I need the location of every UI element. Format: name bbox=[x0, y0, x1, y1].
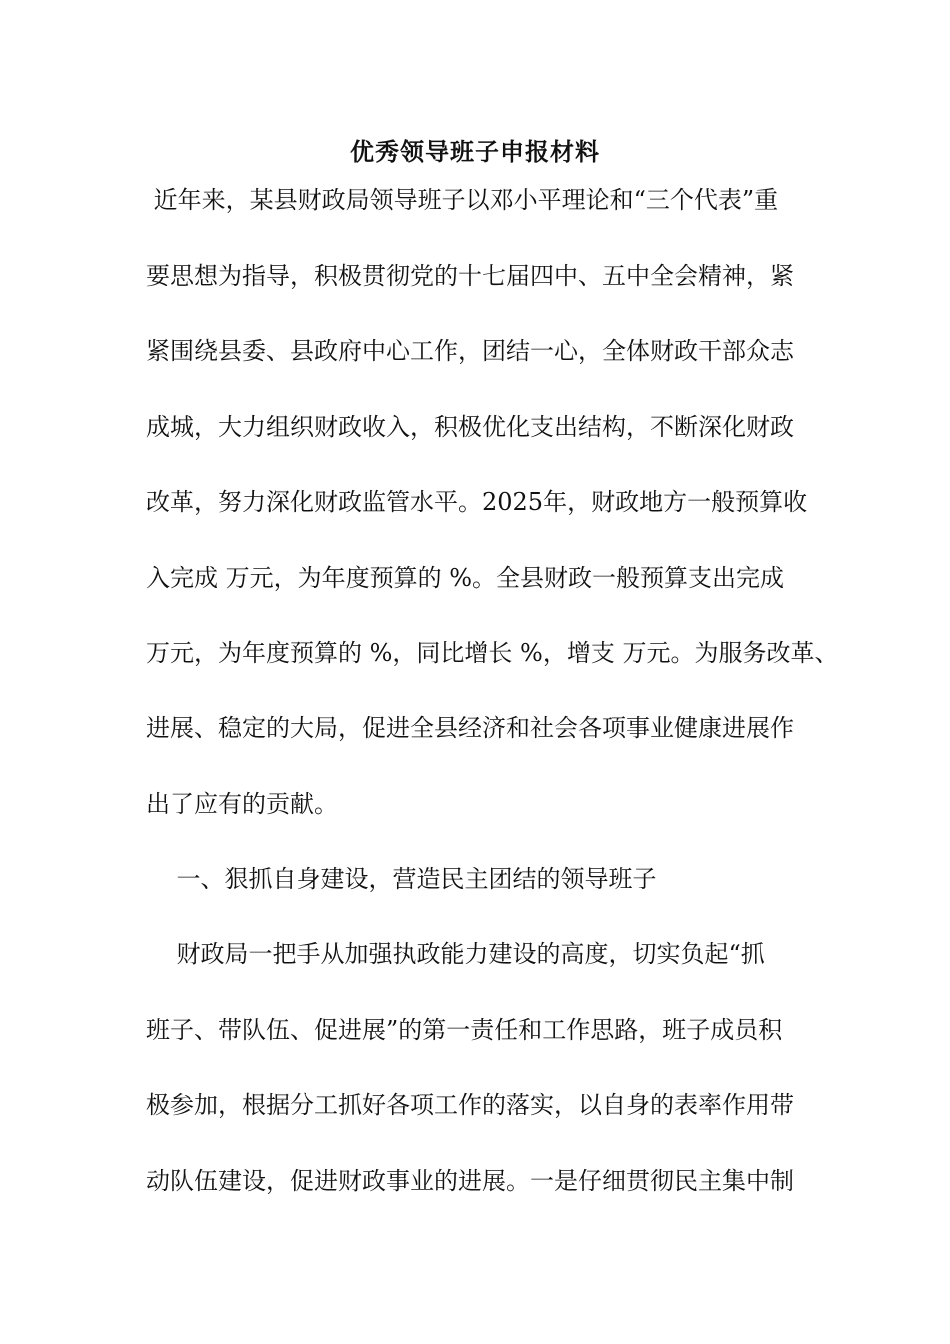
body-line-1: 近年来，某县财政局领导班子以邓小平理论和“三个代表”重 bbox=[146, 186, 779, 214]
body-line-12: 班子、带队伍、促进展”的第一责任和工作思路，班子成员积 bbox=[146, 1016, 783, 1044]
body-line-5: 改革，努力深化财政监管水平。2025年，财政地方一般预算收 bbox=[146, 488, 808, 516]
body-line-4: 成城，大力组织财政收入，积极优化支出结构，不断深化财政 bbox=[146, 413, 794, 441]
section-heading-1: 一、狠抓自身建设，营造民主团结的领导班子 bbox=[146, 865, 657, 893]
body-line-8: 进展、稳定的大局，促进全县经济和社会各项事业健康进展作 bbox=[146, 714, 794, 742]
document-title: 优秀领导班子申报材料 bbox=[350, 137, 600, 166]
body-line-6: 入完成 万元，为年度预算的 %。全县财政一般预算支出完成 bbox=[146, 564, 785, 592]
body-line-3: 紧围绕县委、县政府中心工作，团结一心，全体财政干部众志 bbox=[146, 337, 794, 365]
body-line-14: 动队伍建设，促进财政事业的进展。一是仔细贯彻民主集中制 bbox=[146, 1167, 794, 1195]
body-line-11: 财政局一把手从加强执政能力建设的高度，切实负起“抓 bbox=[146, 940, 765, 968]
body-line-2: 要思想为指导，积极贯彻党的十七届四中、五中全会精神，紧 bbox=[146, 262, 794, 290]
body-line-9: 出了应有的贡献。 bbox=[146, 790, 338, 818]
body-line-13: 极参加，根据分工抓好各项工作的落实，以自身的表率作用带 bbox=[146, 1091, 794, 1119]
body-line-7: 万元，为年度预算的 %，同比增长 %，增支 万元。为服务改革、 bbox=[146, 639, 839, 667]
